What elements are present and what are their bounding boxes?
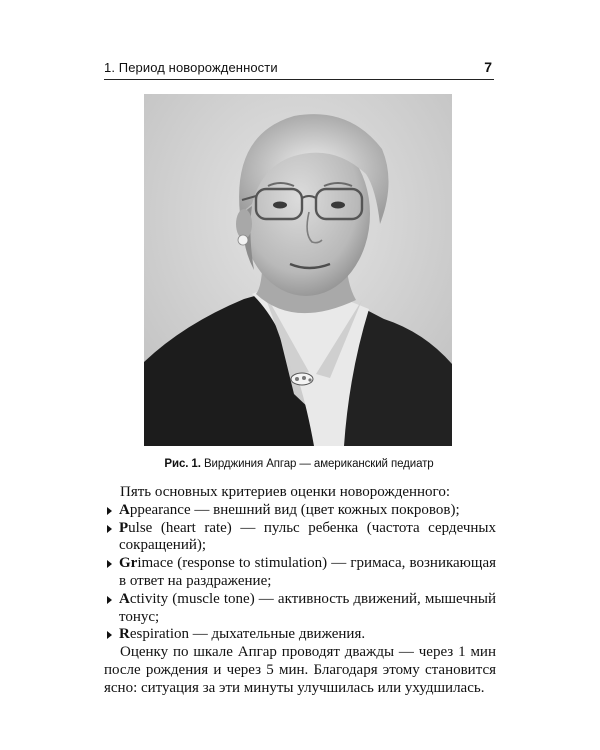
running-header <box>104 60 492 78</box>
criterion-letter: A <box>119 590 130 607</box>
apgar-paragraph: Оценку по шкале Апгар проводят дважды — через 1 мин после рождения и через 5 мин. Благодаря этому становится ясно: ситуация за эти минуты улучшилась или ухудшилась. <box>104 644 496 696</box>
list-item <box>104 626 496 644</box>
figure-caption <box>104 458 494 470</box>
criterion-text: ctivity (muscle tone) — активность движений, мышечный тонус; <box>119 590 496 625</box>
body-text <box>104 484 496 698</box>
criterion-letter: Gr <box>119 555 138 572</box>
criterion-text: espiration — дыхательные движения. <box>129 626 366 643</box>
criterion-text: imace (response to stimulation) — гримаса, возникающая в ответ на раздражение; <box>119 555 496 589</box>
criteria-intro: Пять основных критериев оценки новорожденного: <box>120 484 450 500</box>
header-rule <box>104 79 494 80</box>
bullet-icon <box>107 525 112 533</box>
criterion-letter: R <box>119 626 130 643</box>
bullet-icon <box>107 596 112 604</box>
bullet-icon <box>107 507 112 515</box>
page-number: 7 <box>484 59 492 75</box>
list-item <box>104 555 496 591</box>
bullet-icon <box>107 631 112 639</box>
criteria-list <box>104 502 496 644</box>
chapter-title: 1. Период новорожденности <box>104 60 278 75</box>
criterion-letter: A <box>119 501 130 518</box>
portrait-photo <box>144 94 452 446</box>
criterion-text: ppearance — внешний вид (цвет кожных покровов); <box>129 501 460 518</box>
figure-caption-text: Вирджиния Апгар — американский педиатр <box>203 458 434 470</box>
figure-label: Рис. 1. <box>164 458 201 470</box>
list-item <box>104 591 496 627</box>
criterion-letter: P <box>119 519 129 536</box>
criterion-text: ulse (heart rate) — пульс ребенка (частота сердечных сокращений); <box>119 519 496 554</box>
list-item <box>104 520 496 556</box>
bullet-icon <box>107 560 112 568</box>
list-item <box>104 502 496 520</box>
